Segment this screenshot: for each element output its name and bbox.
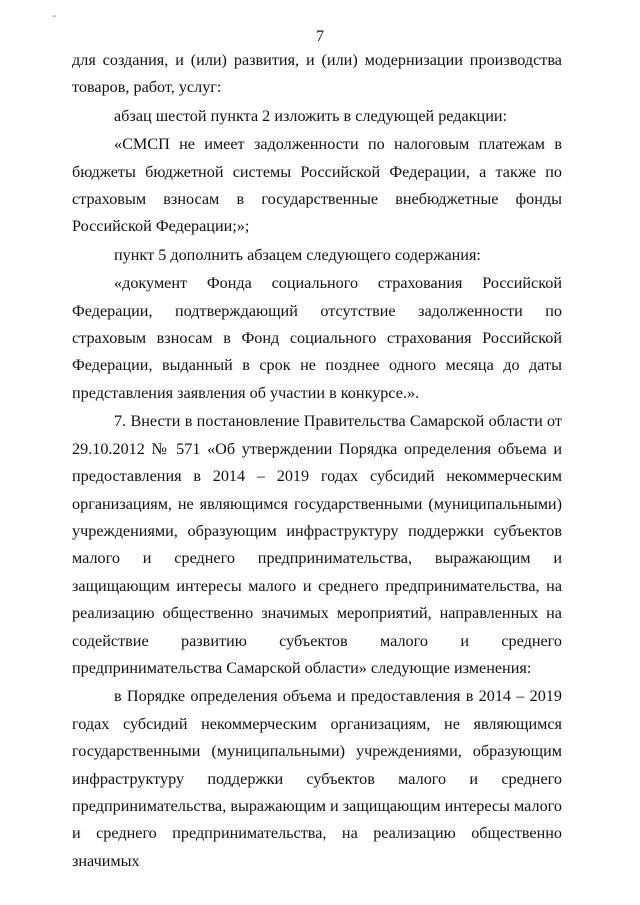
paragraph-quoted-text-2: «документ Фонда социального страхования Российской Федерации, подтверждающий отсутствие задолженности по страховым взносам в Фонд социального страхования Российской Федерации, выданный в срок не позднее одного месяца до даты представления заявления об участии в конкурсе.». [72, 274, 562, 402]
paragraph-item-7: 7. Внести в постановление Правительства Самарской области от 29.10.2012 № 571 «Об утверждении Порядка определения объема и предоставления в 2014 – 2019 годах субсидий некоммерческим организациям, не являющимся государственными (муниципальными) учреждениями, образующим инфраструктуру поддержки субъектов малого и среднего предпринимательства, выражающим и защищающим интересы малого и среднего предпринимательства, на реализацию общественно значимых мероприятий, направленных на содействие развитию субъектов малого и среднего предпринимательства Самарской области» следующие изменения: [72, 412, 562, 677]
paragraph-amend-instruction-1: абзац шестой пункта 2 изложить в следующей редакции: [114, 106, 508, 125]
paragraph-continuation: для создания, и (или) развития, и (или) модернизации производства товаров, работ, услуг: [72, 51, 562, 97]
paragraph-quoted-text-1: «СМСП не имеет задолженности по налоговым платежам в бюджеты бюджетной системы Российской Федерации, а также по страховым взносам в государственные внебюджетные фонды Российской Федерации;»; [72, 135, 562, 236]
page-number: 7 [316, 28, 324, 45]
corner-mark: - [52, 8, 56, 22]
document-body [72, 47, 562, 876]
paragraph-procedure: в Порядке определения объема и предоставления в 2014 – 2019 годах субсидий некоммерческим организациям, не являющимся государственными (муниципальными) учреждениями, образующим инфраструктуру поддержки субъектов малого и среднего предпринимательства, выражающим и защищающим интересы малого и среднего предпринимательства, на реализацию общественно значимых [72, 687, 562, 870]
paragraph-amend-instruction-2: пункт 5 дополнить абзацем следующего содержания: [114, 245, 481, 264]
